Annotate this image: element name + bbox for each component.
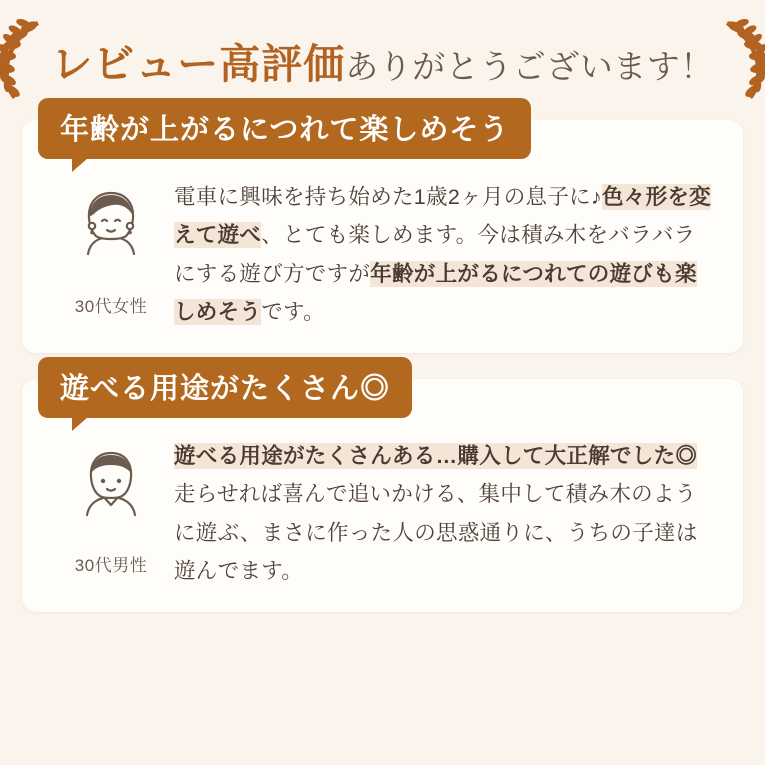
review-text-part: です。 [261, 299, 325, 324]
review-text [174, 176, 717, 331]
review-headline: 遊べる用途がたくさん◎ [38, 357, 412, 418]
reviewer-block [48, 176, 174, 317]
male-avatar-icon [61, 439, 161, 539]
header-title-strong: レビュー高評価 [51, 40, 346, 87]
reviewer-label: 30代女性 [74, 297, 148, 316]
laurel-branch-left-icon [0, 17, 45, 103]
review-text-part: 電車に興味を持ち始めた1歳2ヶ月の息子に♪ [174, 185, 602, 209]
header-title-normal: ありがとうございます！ [345, 47, 714, 85]
header-inner [0, 17, 765, 103]
review-text-highlight: 色々形を変えて遊べ [174, 185, 711, 248]
review-text [174, 435, 717, 590]
review-card [22, 114, 743, 353]
review-text-highlight: 年齢が上がるにつれての遊びも楽しめそう [174, 261, 697, 324]
review-text-part: 走らせれば喜んで追いかける、集中して積み木のように遊ぶ、まさに作った人の思惑通りに、うちの子達は遊んでます。 [174, 482, 698, 583]
review-text-highlight: 遊べる用途がたくさんある…購入して大正解でした◎ [174, 444, 698, 469]
review-headline: 年齢が上がるにつれて楽しめそう [38, 98, 531, 159]
review-text-part: 、とても楽しめます。今は積み木をバラバラにする遊び方ですが [174, 223, 696, 286]
reviewer-block [48, 435, 174, 576]
review-card [22, 373, 743, 612]
female-avatar-icon [61, 180, 161, 280]
laurel-branch-right-icon [720, 17, 765, 103]
page-title [51, 31, 714, 90]
reviewer-label: 30代男性 [74, 556, 148, 576]
